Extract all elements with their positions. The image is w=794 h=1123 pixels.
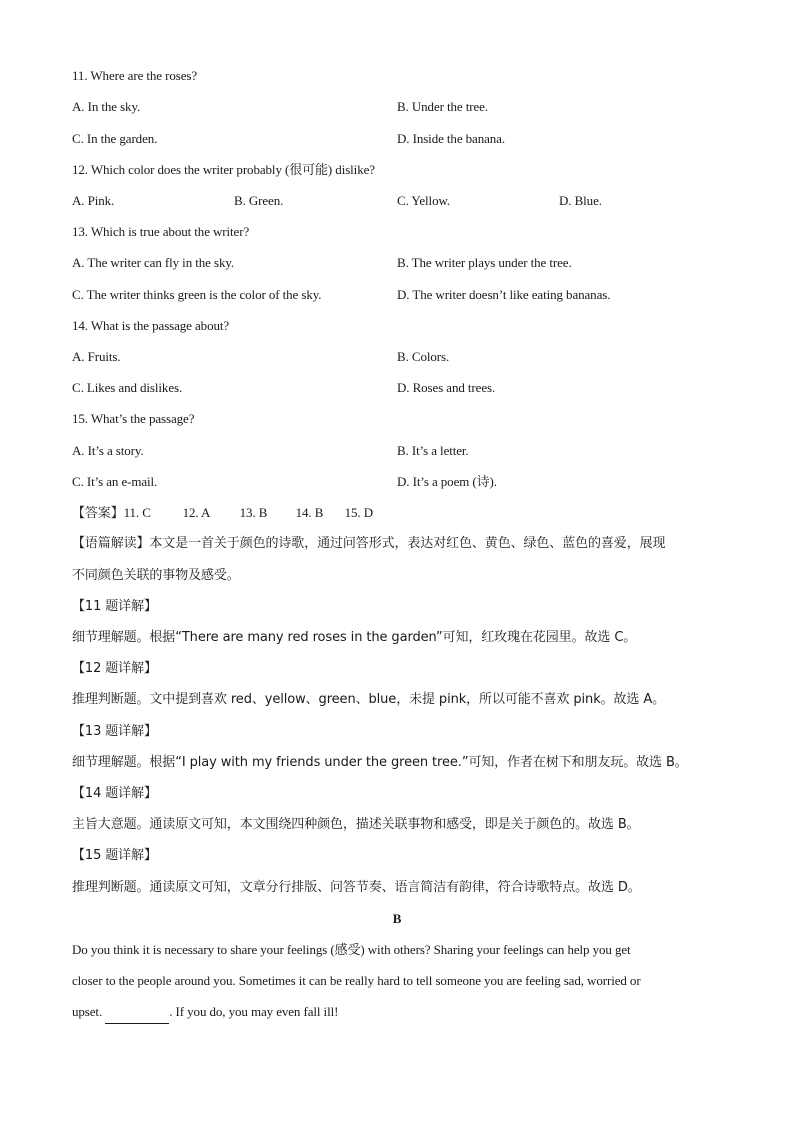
explanation-12-header: 【12 题详解】	[72, 661, 157, 676]
question-15-option-c: C. It’s an e-mail.	[72, 474, 158, 489]
section-b-heading: B	[392, 911, 402, 926]
question-11-option-a: A. In the sky.	[72, 99, 141, 114]
explanation-14-text: 主旨大意题。通读原文可知，本文围绕四种颜色，描述关联事物和感受，即是关于颜色的。故选 B。	[72, 817, 640, 832]
question-13-stem: 13. Which is true about the writer?	[72, 224, 250, 239]
explanation-13-header: 【13 题详解】	[72, 724, 157, 739]
question-12-stem: 12. Which color does the writer probably (很可能) dislike?	[72, 162, 375, 177]
answer-row	[72, 502, 373, 524]
question-12-option-a: A. Pink.	[72, 193, 115, 208]
question-15-stem: 15. What’s the passage?	[72, 411, 195, 426]
passage-interpretation-line-2: 不同颜色关联的事物及感受。	[72, 568, 240, 583]
section-b-line-3-prefix: upset.	[72, 1004, 106, 1019]
explanation-15-text: 推理判断题。通读原文可知，文章分行排版、问答节奏、语言简洁有韵律，符合诗歌特点。故选 D。	[72, 880, 641, 895]
question-12-option-d: D. Blue.	[559, 193, 602, 208]
question-11-option-c: C. In the garden.	[72, 131, 158, 146]
explanation-11-header: 【11 题详解】	[72, 599, 157, 614]
explanation-11-text: 细节理解题。根据“There are many red roses in the garden”可知，红玫瑰在花园里。故选 C。	[72, 630, 637, 645]
section-b-paragraph-line-1: Do you think it is necessary to share your feelings (感受) with others? Sharing your feelings can help you get	[72, 942, 631, 957]
explanation-14-header: 【14 题详解】	[72, 786, 157, 801]
section-b-paragraph-line-2: closer to the people around you. Sometimes it can be really hard to tell someone you are feeling sad, worried or	[72, 973, 641, 988]
explanation-15-header: 【15 题详解】	[72, 848, 157, 863]
question-14-option-a: A. Fruits.	[72, 349, 121, 364]
answer-item: 11. C	[123, 505, 151, 520]
answer-label: 【答案】	[72, 506, 124, 521]
question-14-stem: 14. What is the passage about?	[72, 318, 230, 333]
question-15-option-d: D. It’s a poem (诗).	[397, 474, 497, 489]
explanation-12-text: 推理判断题。文中提到喜欢 red、yellow、green、blue，未提 pink，所以可能不喜欢 pink。故选 A。	[72, 692, 666, 707]
question-14-option-b: B. Colors.	[397, 349, 450, 364]
section-b-paragraph-line-3	[72, 1001, 338, 1023]
question-13-option-b: B. The writer plays under the tree.	[397, 255, 572, 270]
explanation-13-text: 细节理解题。根据“I play with my friends under the green tree.”可知，作者在树下和朋友玩。故选 B。	[72, 755, 688, 770]
answer-item: 14. B	[295, 505, 324, 520]
question-11-stem: 11. Where are the roses?	[72, 68, 198, 83]
answer-blank	[105, 1001, 169, 1024]
question-12-option-b: B. Green.	[234, 193, 284, 208]
question-14-option-c: C. Likes and dislikes.	[72, 380, 183, 395]
answer-item: 13. B	[239, 505, 268, 520]
answer-item: 15. D	[344, 505, 373, 520]
question-12-option-c: C. Yellow.	[397, 193, 451, 208]
question-11-option-d: D. Inside the banana.	[397, 131, 506, 146]
question-13-option-c: C. The writer thinks green is the color of the sky.	[72, 287, 322, 302]
question-14-option-d: D. Roses and trees.	[397, 380, 496, 395]
section-b-line-3-suffix: . If you do, you may even fall ill!	[169, 1004, 339, 1019]
question-15-option-b: B. It’s a letter.	[397, 443, 469, 458]
question-15-option-a: A. It’s a story.	[72, 443, 144, 458]
question-11-option-b: B. Under the tree.	[397, 99, 488, 114]
question-13-option-a: A. The writer can fly in the sky.	[72, 255, 235, 270]
question-13-option-d: D. The writer doesn’t like eating bananas.	[397, 287, 611, 302]
passage-interpretation-line-1: 【语篇解读】本文是一首关于颜色的诗歌，通过问答形式，表达对红色、黄色、绿色、蓝色的喜爱，展现	[72, 536, 666, 551]
answer-item: 12. A	[182, 505, 211, 520]
